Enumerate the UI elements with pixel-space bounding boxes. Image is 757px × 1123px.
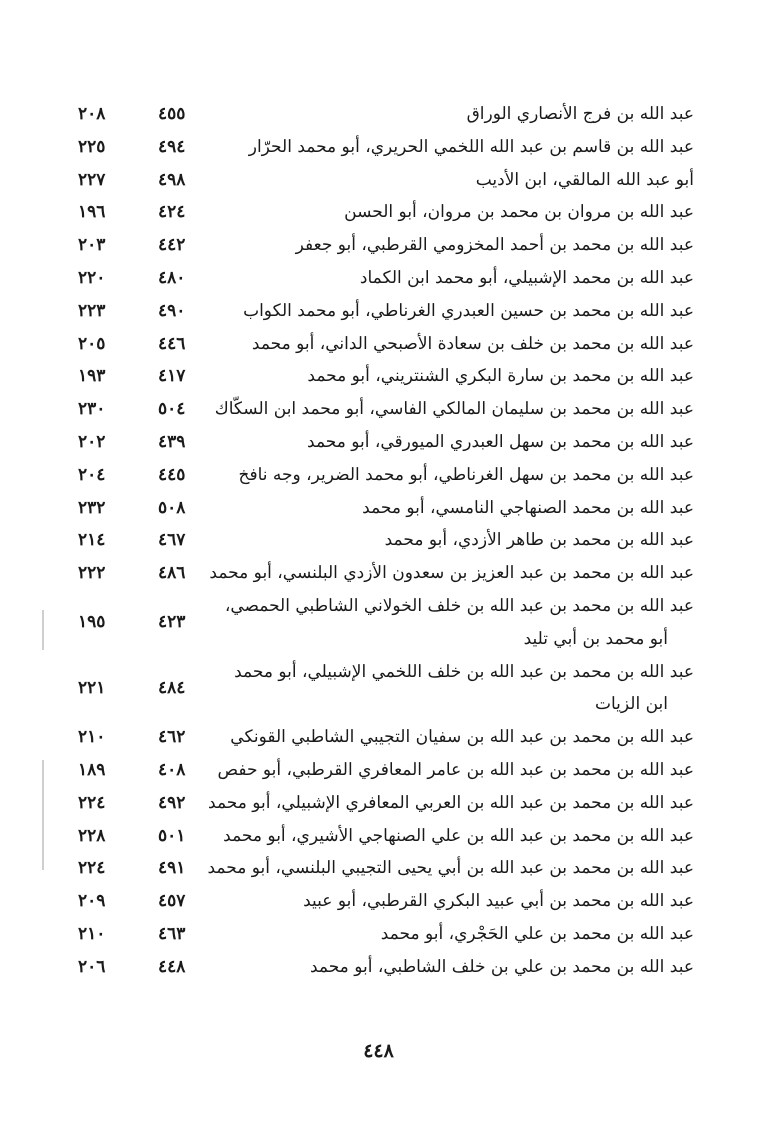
entry-ref-b: ٢١٠ (78, 727, 106, 748)
entry-ref-a: ٤٩٠ (158, 300, 186, 321)
entry-name (214, 459, 694, 492)
entry-name (214, 393, 694, 426)
entry-ref-a: ٤٣٩ (158, 431, 186, 452)
entry-name-line: عبد الله بن محمد بن أبي عبيد البكري القرطبي، أبو عبيد (303, 891, 694, 912)
entry-ref-a: ٤١٧ (158, 366, 186, 387)
entry-ref-b: ٢٢٤ (78, 858, 106, 879)
entry-ref-b: ١٩٦ (78, 202, 106, 223)
entry-name-line: عبد الله بن محمد الإشبيلي، أبو محمد ابن الكماد (359, 267, 694, 288)
entry-name (214, 820, 694, 853)
entry-ref-a: ٥٠٨ (158, 497, 186, 518)
entry-name-line: ابن الزيات (595, 694, 668, 715)
index-entry (78, 951, 694, 984)
entry-name (214, 196, 694, 229)
index-entry (78, 229, 694, 262)
index-entry (78, 754, 694, 787)
entry-name (214, 164, 694, 197)
index-entry (78, 426, 694, 459)
entry-name (214, 98, 694, 131)
index-entry (78, 295, 694, 328)
entry-name-line: عبد الله بن محمد بن خلف بن سعادة الأصبحي الداني، أبو محمد (251, 333, 694, 354)
entry-name-line: عبد الله بن محمد بن حسين العبدري الغرناطي، أبو محمد الكواب (243, 300, 694, 321)
entry-name-line: عبد الله بن محمد بن طاهر الأزدي، أبو محمد (384, 530, 694, 551)
entry-name (214, 721, 694, 754)
entry-name-line: عبد الله بن محمد بن عبد الله بن سفيان التجيبي الشاطبي القونكي (230, 727, 694, 748)
entry-name (209, 557, 694, 590)
entry-ref-a: ٤٦٢ (158, 727, 186, 748)
entry-ref-a: ٤٤٢ (158, 235, 186, 256)
index-entry (78, 262, 694, 295)
entry-ref-b: ٢٢٥ (78, 136, 106, 157)
entry-name-line: عبد الله بن محمد بن علي بن خلف الشاطبي، أبو محمد (309, 956, 694, 977)
index-entry (78, 459, 694, 492)
index-entry (78, 164, 694, 197)
entry-ref-b: ٢٠٨ (78, 104, 106, 124)
margin-mark (42, 760, 44, 870)
index-entry (78, 98, 694, 131)
entry-name-line: عبد الله بن قاسم بن عبد الله اللخمي الحريري، أبو محمد الحرّار (248, 136, 694, 157)
entry-name-line: عبد الله بن محمد بن عبد العزيز بن سعدون الأزدي البلنسي، أبو محمد (209, 563, 694, 584)
entry-ref-b: ٢١٤ (78, 530, 106, 551)
index-entry (78, 656, 694, 722)
page-number: ٤٤٨ (363, 1040, 394, 1062)
entry-ref-b: ٢٠٥ (78, 333, 106, 354)
entry-name (214, 524, 694, 557)
entry-ref-b: ٢٠٩ (78, 891, 106, 912)
entry-ref-a: ٤٤٨ (158, 956, 186, 977)
entry-ref-b: ١٨٩ (78, 759, 106, 780)
entry-name (214, 951, 694, 984)
index-entry (78, 328, 694, 361)
entry-ref-b: ٢٢٣ (78, 300, 106, 321)
index-entry (78, 885, 694, 918)
entry-name-line: عبد الله بن محمد بن سارة البكري الشنتريني، أبو محمد (307, 366, 694, 387)
entry-name (214, 885, 694, 918)
entry-name-line: عبد الله بن محمد بن سليمان المالكي الفاسي، أبو محمد ابن السكّاك (214, 399, 694, 420)
entry-ref-b: ٢٣٠ (78, 399, 106, 420)
index-entry (78, 360, 694, 393)
entry-name-line: عبد الله بن محمد بن عبد الله بن خلف اللخمي الإشبيلي، أبو محمد (234, 661, 694, 682)
index-entry (78, 131, 694, 164)
entry-ref-a: ٤٢٣ (158, 611, 186, 632)
entry-name (214, 426, 694, 459)
entry-name (214, 131, 694, 164)
entry-name (214, 328, 694, 361)
entry-ref-a: ٥٠١ (158, 825, 186, 846)
entry-name-line: عبد الله بن مروان بن محمد بن مروان، أبو الحسن (344, 202, 694, 223)
entry-name (208, 787, 694, 820)
entry-ref-b: ٢٢١ (78, 677, 106, 698)
entry-ref-b: ٢٢٧ (78, 169, 106, 190)
entry-ref-a: ٥٠٤ (158, 399, 186, 420)
entry-name (214, 590, 694, 656)
entry-ref-b: ٢٠٣ (78, 235, 106, 256)
entry-ref-b: ٢٢٤ (78, 792, 106, 813)
entry-name (214, 360, 694, 393)
entry-ref-b: ١٩٣ (78, 366, 106, 387)
entry-ref-b: ٢٢٢ (78, 563, 106, 584)
entry-name (214, 262, 694, 295)
entry-ref-a: ٤٨٤ (158, 677, 186, 698)
entry-ref-a: ٤٩١ (158, 858, 186, 879)
entry-ref-a: ٤٩٢ (158, 792, 186, 813)
entry-ref-a: ٤٤٥ (158, 464, 186, 485)
index-entry (78, 393, 694, 426)
entry-name-line: عبد الله بن محمد الصنهاجي النامسي، أبو محمد (362, 497, 694, 518)
entry-ref-b: ٢٣٢ (78, 497, 106, 518)
entry-ref-a: ٤٠٨ (158, 759, 186, 780)
index-list (78, 98, 694, 984)
entry-ref-a: ٤٥٧ (158, 891, 186, 912)
index-entry (78, 852, 694, 885)
index-entry (78, 918, 694, 951)
entry-name-line: أبو محمد بن أبي تليد (523, 628, 668, 649)
entry-name (214, 754, 694, 787)
entry-name-line: عبد الله بن محمد بن علي الحَجْري، أبو محمد (380, 923, 694, 944)
index-entry (78, 590, 694, 656)
entry-name-line: أبو عبد الله المالقي، ابن الأديب (475, 169, 694, 190)
entry-name (214, 656, 694, 722)
index-entry (78, 787, 694, 820)
entry-ref-a: ٤٦٧ (158, 530, 186, 551)
entry-ref-a: ٤٦٣ (158, 923, 186, 944)
entry-ref-b: ٢٠٦ (78, 956, 106, 977)
entry-name-line: عبد الله بن محمد بن عبد الله بن أبي يحيى التجيبي البلنسي، أبو محمد (207, 858, 694, 879)
entry-name (207, 852, 694, 885)
entry-ref-b: ٢٠٤ (78, 464, 106, 485)
entry-name (214, 918, 694, 951)
entry-ref-b: ٢٢٨ (78, 825, 106, 846)
entry-name (214, 229, 694, 262)
entry-ref-a: ٤٨٠ (158, 267, 186, 288)
index-entry (78, 524, 694, 557)
index-entry (78, 196, 694, 229)
entry-ref-a: ٤٨٦ (158, 563, 186, 584)
entry-ref-a: ٤٩٤ (158, 136, 186, 157)
entry-name-line: عبد الله بن محمد بن أحمد المخزومي القرطبي، أبو جعفر (295, 235, 694, 256)
entry-ref-b: ٢٢٠ (78, 267, 106, 288)
entry-name (214, 295, 694, 328)
entry-name-line: عبد الله بن محمد بن عبد الله بن خلف الخولاني الشاطبي الحمصي، (224, 595, 694, 616)
index-entry (78, 721, 694, 754)
entry-ref-a: ٤٩٨ (158, 169, 186, 190)
margin-mark (42, 610, 44, 650)
entry-name-line: عبد الله بن محمد بن عبد الله بن علي الصنهاجي الأشيري، أبو محمد (223, 825, 694, 846)
entry-name-line: عبد الله بن محمد بن سهل الغرناطي، أبو محمد الضرير، وجه نافخ (238, 464, 694, 485)
index-entry (78, 820, 694, 853)
entry-name-line: عبد الله بن فرج الأنصاري الوراق (466, 104, 694, 124)
entry-ref-a: ٤٥٥ (158, 104, 186, 124)
entry-name-line: عبد الله بن محمد بن عبد الله بن العربي المعافري الإشبيلي، أبو محمد (208, 792, 694, 813)
index-entry (78, 492, 694, 525)
entry-name-line: عبد الله بن محمد بن عبد الله بن عامر المعافري القرطبي، أبو حفص (217, 759, 694, 780)
index-entry (78, 557, 694, 590)
entry-name-line: عبد الله بن محمد بن سهل العبدري الميورقي، أبو محمد (307, 431, 694, 452)
entry-ref-a: ٤٤٦ (158, 333, 186, 354)
entry-ref-b: ٢١٠ (78, 923, 106, 944)
entry-ref-a: ٤٢٤ (158, 202, 186, 223)
entry-ref-b: ٢٠٢ (78, 431, 106, 452)
entry-name (214, 492, 694, 525)
entry-ref-b: ١٩٥ (78, 611, 106, 632)
